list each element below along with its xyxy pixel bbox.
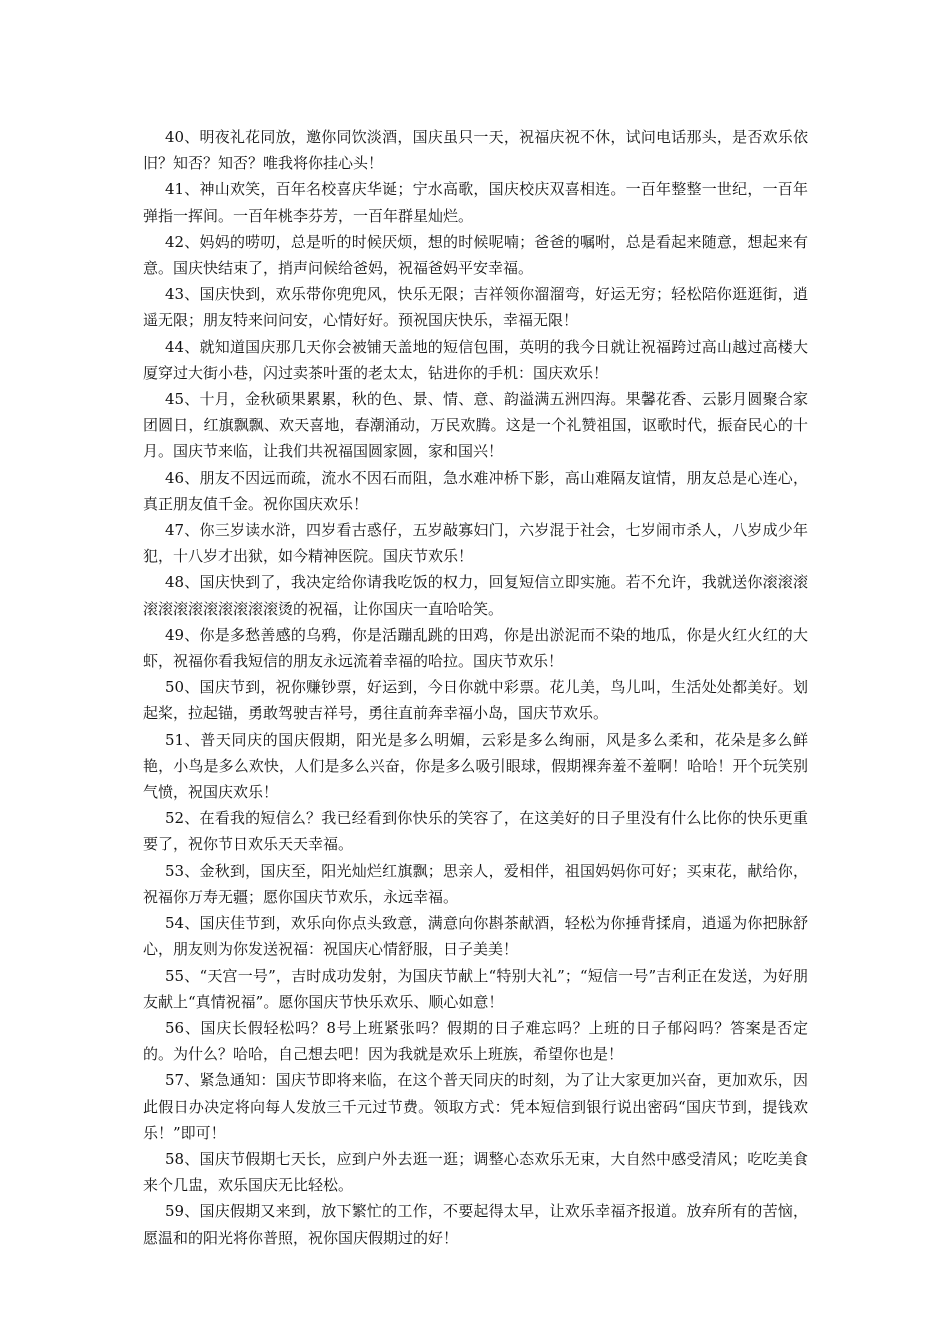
paragraph-43: 43、国庆快到，欢乐带你兜兜风，快乐无限；吉祥领你溜溜弯，好运无穷；轻松陪你逛逛街，逍遥无限；朋友特来问问安，心情好好。预祝国庆快乐，幸福无限！ bbox=[143, 285, 808, 330]
paragraph-49: 49、你是多愁善感的乌鸦，你是活蹦乱跳的田鸡，你是出淤泥而不染的地瓜，你是火红火红的大虾，祝福你看我短信的朋友永远流着幸福的哈拉。国庆节欢乐！ bbox=[143, 625, 808, 671]
paragraph-56: 56、国庆长假轻松吗？8号上班紧张吗？假期的日子难忘吗？上班的日子郁闷吗？答案是否定的。为什么？哈哈，自己想去吧！因为我就是欢乐上班族，希望你也是！ bbox=[143, 1018, 808, 1064]
paragraph-53: 53、金秋到，国庆至，阳光灿烂红旗飘；思亲人，爱相伴，祖国妈妈你可好；买束花，献给你，祝福你万寿无疆；愿你国庆节欢乐，永远幸福。 bbox=[143, 861, 808, 906]
paragraph-48: 48、国庆快到了，我决定给你请我吃饭的权力，回复短信立即实施。若不允许，我就送你滚滚滚滚滚滚滚滚滚滚滚滚烫的祝福，让你国庆一直哈哈笑。 bbox=[143, 573, 808, 618]
paragraph-51: 51、普天同庆的国庆假期，阳光是多么明媚，云彩是多么绚丽，风是多么柔和，花朵是多么鲜艳，小鸟是多么欢快，人们是多么兴奋，你是多么吸引眼球，假期裸奔羞不羞啊！哈哈！开个玩笑别气愤，祝国庆欢乐！ bbox=[143, 730, 808, 802]
paragraph-42: 42、妈妈的唠叨，总是听的时候厌烦，想的时候呢喃；爸爸的嘱咐，总是看起来随意，想起来有意。国庆快结束了，捎声问候给爸妈，祝福爸妈平安幸福。 bbox=[143, 232, 808, 278]
paragraph-57: 57、紧急通知：国庆节即将来临，在这个普天同庆的时刻，为了让大家更加兴奋，更加欢乐，因此假日办决定将向每人发放三千元过节费。领取方式：凭本短信到银行说出密码“国庆节到，提钱欢乐！”即可！ bbox=[143, 1071, 808, 1142]
paragraph-58: 58、国庆节假期七天长，应到户外去逛一逛；调整心态欢乐无束，大自然中感受清风；吃吃美食来个几盅，欢乐国庆无比轻松。 bbox=[143, 1149, 808, 1195]
document-body bbox=[143, 124, 808, 1251]
paragraph-46: 46、朋友不因远而疏，流水不因石而阻，急水难冲桥下影，高山难隔友谊情，朋友总是心连心，真正朋友值千金。祝你国庆欢乐！ bbox=[143, 468, 808, 513]
paragraph-55: 55、“天宫一号”，吉时成功发射，为国庆节献上“特别大礼”；“短信一号”吉利正在发送，为好朋友献上“真情祝福”。愿你国庆节快乐欢乐、顺心如意！ bbox=[143, 966, 808, 1011]
paragraph-54: 54、国庆佳节到，欢乐向你点头致意，满意向你斟茶献酒，轻松为你捶背揉肩，逍遥为你把脉舒心，朋友则为你发送祝福：祝国庆心情舒服，日子美美！ bbox=[143, 914, 808, 959]
paragraph-50: 50、国庆节到，祝你赚钞票，好运到，今日你就中彩票。花儿美，鸟儿叫，生活处处都美好。划起桨，拉起锚，勇敢驾驶吉祥号，勇往直前奔幸福小岛，国庆节欢乐。 bbox=[143, 678, 808, 723]
paragraph-44: 44、就知道国庆那几天你会被铺天盖地的短信包围，英明的我今日就让祝福跨过高山越过高楼大厦穿过大街小巷，闪过卖茶叶蛋的老太太，钻进你的手机：国庆欢乐！ bbox=[143, 337, 808, 382]
paragraph-59: 59、国庆假期又来到，放下繁忙的工作，不要起得太早，让欢乐幸福齐报道。放弃所有的苦恼，愿温和的阳光将你普照，祝你国庆假期过的好！ bbox=[143, 1202, 808, 1247]
paragraph-45: 45、十月，金秋硕果累累，秋的色、景、情、意、韵溢满五洲四海。果馨花香、云影月圆聚合家团圆日，红旗飘飘、欢天喜地，春潮涌动，万民欢腾。这是一个礼赞祖国，讴歌时代，振奋民心的十月。国庆节来临，让我们共祝福国圆家圆，家和国兴！ bbox=[143, 390, 808, 461]
paragraph-47: 47、你三岁读水浒，四岁看古惑仔，五岁敲寡妇门，六岁混于社会，七岁闹市杀人，八岁成少年犯，十八岁才出狱，如今精神医院。国庆节欢乐！ bbox=[143, 521, 808, 566]
paragraph-52: 52、在看我的短信么？我已经看到你快乐的笑容了，在这美好的日子里没有什么比你的快乐更重要了，祝你节日欢乐天天幸福。 bbox=[143, 809, 808, 854]
paragraph-40: 40、明夜礼花同放，邀你同饮淡酒，国庆虽只一天，祝福庆祝不休，试问电话那头，是否欢乐依旧？知否？知否？唯我将你挂心头！ bbox=[143, 128, 808, 173]
paragraph-41: 41、神山欢笑，百年名校喜庆华诞；宁水高歌，国庆校庆双喜相连。一百年整整一世纪，一百年弹指一挥间。一百年桃李芬芳，一百年群星灿烂。 bbox=[143, 180, 808, 225]
